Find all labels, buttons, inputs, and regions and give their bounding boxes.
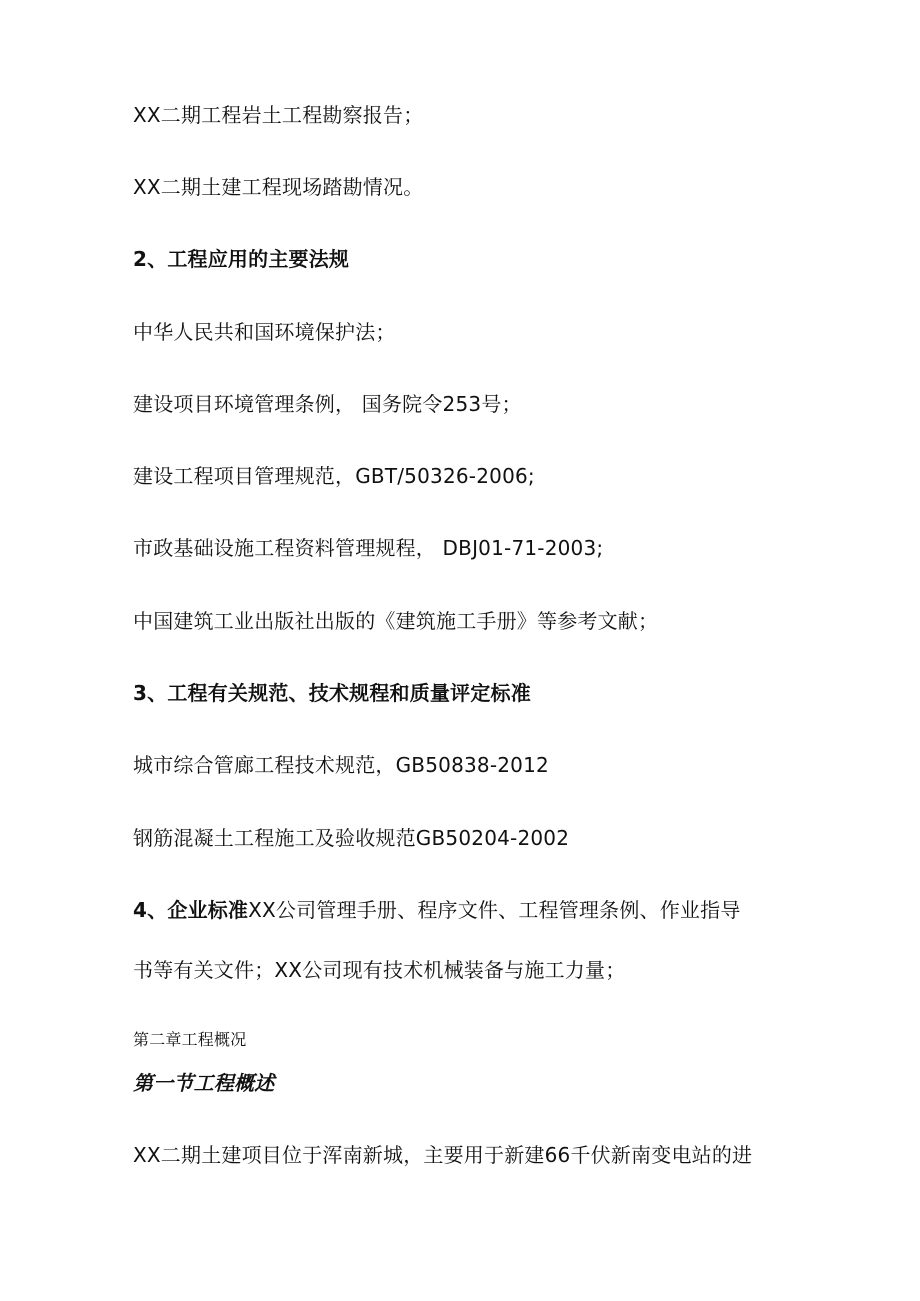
standard-municipal-records: 市政基础设施工程资料管理规程， DBJ01-71-2003; [133,536,604,560]
reference-geotechnical-report: XX二期工程岩土工程勘察报告； [133,103,424,127]
heading-main-regulations: 2、工程应用的主要法规 [133,247,350,271]
section-title: 第一节工程概述 [133,1071,275,1095]
standard-project-management: 建设工程项目管理规范，GBT/50326-2006; [133,464,535,488]
standard-concrete-works: 钢筋混凝土工程施工及验收规范GB50204-2002 [133,826,570,850]
enterprise-standards-continuation: 书等有关文件；XX公司现有技术机械装备与施工力量； [133,958,626,982]
enterprise-standards-text: XX公司管理手册、程序文件、工程管理条例、作业指导 [248,898,741,922]
reference-site-survey: XX二期土建工程现场踏勘情况。 [133,175,424,199]
reference-construction-handbook: 中国建筑工业出版社出版的《建筑施工手册》等参考文献； [133,609,659,633]
heading-technical-standards: 3、工程有关规范、技术规程和质量评定标准 [133,681,531,705]
heading-enterprise-standards: 4、企业标准 [133,898,249,922]
chapter-title: 第二章工程概况 [133,1030,247,1049]
project-overview-text: XX二期土建项目位于浑南新城，主要用于新建66千伏新南变电站的进 [133,1143,753,1167]
standard-utility-tunnel: 城市综合管廊工程技术规范，GB50838-2012 [133,753,549,777]
enterprise-standards-line [133,898,741,922]
law-environmental-protection: 中华人民共和国环境保护法； [133,320,396,344]
regulation-project-environment: 建设项目环境管理条例， 国务院令253号； [133,392,522,416]
